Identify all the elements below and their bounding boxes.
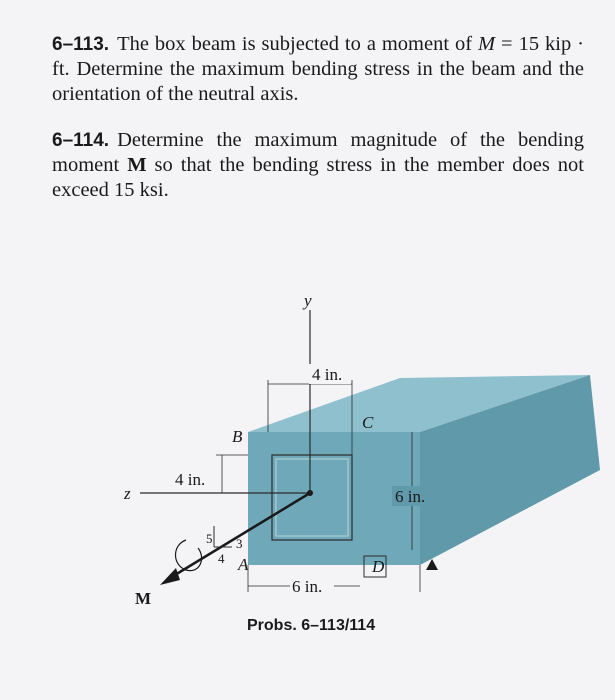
y-axis-label: y (304, 291, 312, 310)
problem-text-before: The box beam is subjected to a moment of (117, 33, 479, 55)
moment-symbol: M (478, 33, 496, 55)
figure-caption: Probs. 6–113/114 (247, 617, 376, 634)
point-b-label: B (232, 427, 243, 446)
point-d-label: D (372, 557, 385, 576)
problem-text-after: so that the bending stress in the member does not exceed 15 ksi. (52, 154, 585, 201)
dim-right-label: 6 in. (395, 487, 426, 506)
slope-3-label: 3 (236, 536, 243, 551)
moment-arrowhead (160, 568, 180, 585)
slope-4-label: 4 (218, 551, 225, 566)
problem-6-113 (52, 32, 584, 107)
moment-symbol: M (127, 154, 147, 176)
dim-top-label: 4 in. (312, 365, 343, 384)
problem-number: 6–113. (52, 34, 110, 55)
box-beam-figure (0, 280, 615, 700)
point-a-label: A (238, 555, 249, 574)
slope-5-label: 5 (206, 531, 213, 546)
problem-number: 6–114. (52, 130, 110, 151)
dim-bottom-label: 6 in. (292, 577, 323, 596)
problem-text-before: Determine the maximum magnitude of the bending moment (52, 129, 584, 176)
point-c-label: C (362, 413, 374, 432)
moment-label: M (135, 589, 152, 608)
z-axis-label: z (124, 484, 131, 503)
dim-left-label: 4 in. (175, 470, 206, 489)
problem-6-114 (52, 128, 584, 203)
problem-text-after: = 15 kip · ft. Determine the maximum bending stress in the beam and the orientation of the neutral axis. (52, 33, 584, 105)
